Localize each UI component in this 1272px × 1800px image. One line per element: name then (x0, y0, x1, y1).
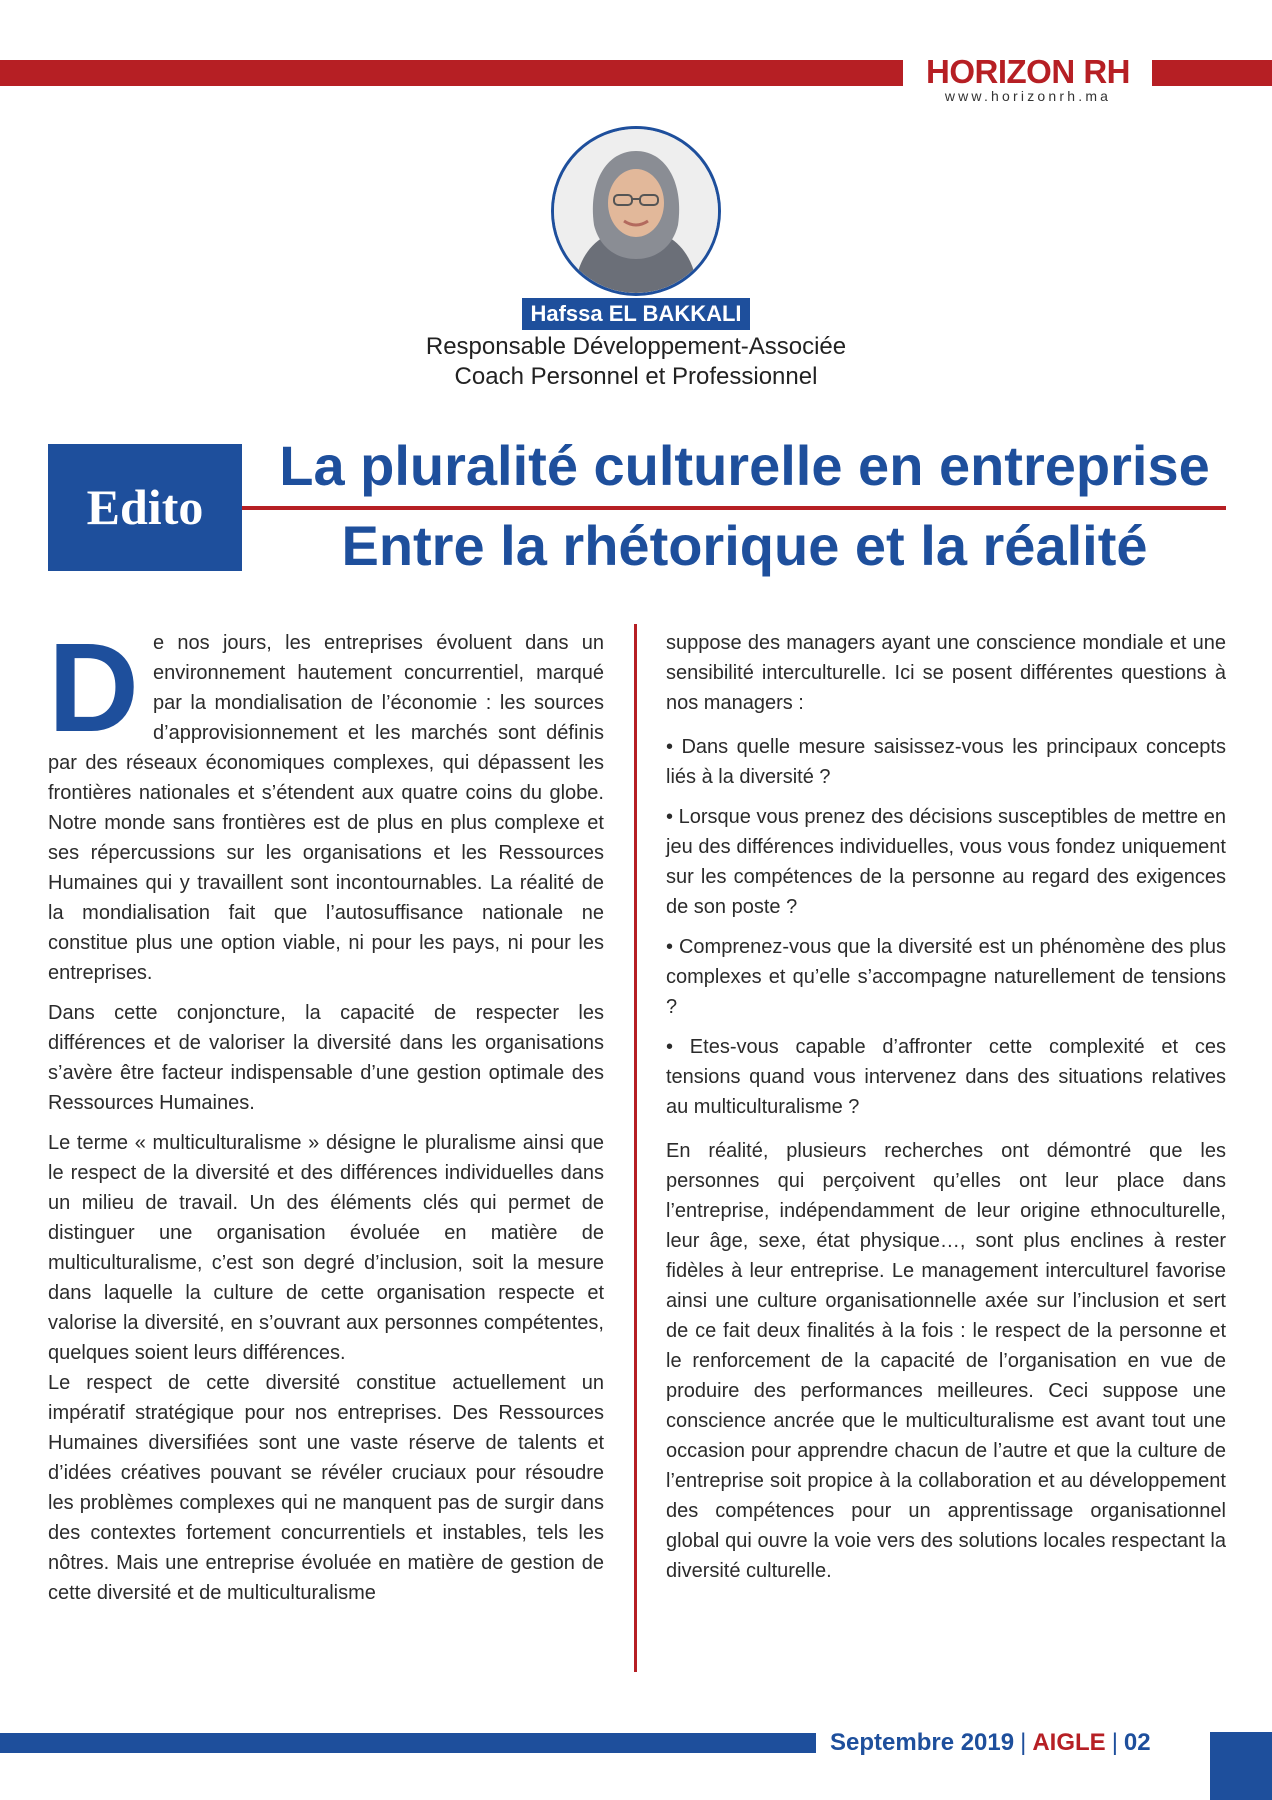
footer-corner-block (1210, 1732, 1272, 1800)
page-number: 02 (1123, 1729, 1151, 1756)
drop-cap: D (48, 617, 139, 758)
footer-info (830, 1726, 1151, 1760)
article-column-left (48, 617, 604, 1618)
issue-date: Septembre 2019 (830, 1729, 1015, 1756)
brand-logo (912, 55, 1144, 103)
header-bar-right (1152, 60, 1272, 86)
brand-url: www.horizonrh.ma (944, 88, 1112, 104)
paragraph: Dans cette conjoncture, la capacité de respecter les différences et de valoriser la diversité dans les organisations s’avère être facteur indispensable d’une gestion optimale des Ressources Humaines. (48, 1002, 604, 1114)
footer-bar (0, 1733, 816, 1753)
paragraph: En réalité, plusieurs recherches ont démontré que les personnes qui perçoivent qu’elles ont leur place dans l’entreprise, indépendamment de leur origine ethnoculturelle, leur âge, sexe, état physique…, sont plus enclines à rester fidèles à leur entreprise. Le management interculturel favorise ainsi une culture organisationnelle axée sur l’inclusion et sert de ce fait deux finalités à la fois : le respect de la personne et le renforcement de la capacité de l’organisation en vue de produire des performances meilleures. Ceci suppose une conscience ancrée que le multiculturalisme est avant tout une occasion pour apprendre chacun de l’autre et que la culture de l’entreprise soit propice à la collaboration et au développement des compétences pour un apprentissage organisationnel global qui ouvre la voie vers des solutions locales respectant la diversité culturelle. (666, 1140, 1226, 1582)
author-name: Hafssa EL BAKKALI (522, 298, 750, 330)
bullet-item: • Etes-vous capable d’affronter cette complexité et ces tensions quand vous intervenez dans des situations relatives au multiculturalisme ? (666, 1036, 1226, 1118)
author-portrait (551, 126, 721, 296)
brand-name: HORIZON RH (926, 53, 1130, 90)
bullet-item: • Lorsque vous prenez des décisions susceptibles de mettre en jeu des différences individuelles, vous vous fondez uniquement sur les compétences de la personne au regard des exigences de son poste ? (666, 806, 1226, 918)
paragraph: Le respect de cette diversité constitue actuellement un impératif stratégique pour nos entreprises. Des Ressources Humaines diversifiées sont une vaste réserve de talents et d’idées créatives pouvant se révéler cruciaux pour résoudre les problèmes complexes qui ne manquent pas de surgir dans des contextes fortement concurrentiels et instables, tels les nôtres. Mais une entreprise évoluée en matière de gestion de cette diversité et de multiculturalisme (48, 1372, 604, 1604)
title-divider (242, 506, 1226, 510)
article-column-right (666, 628, 1226, 1596)
author-role-line1: Responsable Développement-Associée (425, 333, 847, 360)
paragraph-text: e nos jours, les entreprises évoluent dans un environnement hautement concurrentiel, marqué par la mondialisation de l’économie : les sources d’approvisionnement et les marchés sont définis par des réseaux économiques complexes, qui dépassent les frontières nationales et s’étendent aux quatre coins du globe. Notre monde sans frontières est de plus en plus complexe et ses répercussions sur les organisations et les Ressources Humaines qui y travaillent sont incontournables. La réalité de la mondialisation fait que l’autosuffisance nationale ne constitue plus une option viable, ni pour les pays, ni pour les entreprises. (48, 632, 604, 984)
footer-separator: | (1111, 1729, 1118, 1756)
bullet-item: • Dans quelle mesure saisissez-vous les principaux concepts liés à la diversité ? (666, 736, 1226, 788)
person-icon (554, 129, 718, 293)
paragraph (48, 617, 604, 988)
author-role-line2: Coach Personnel et Professionnel (454, 363, 818, 390)
author-role (336, 332, 936, 392)
paragraph: Le terme « multiculturalisme » désigne le pluralisme ainsi que le respect de la diversité et des différences individuelles dans un milieu de travail. Un des éléments clés qui permet de distinguer une organisation évoluée en matière de multiculturalisme, c’est son degré d’inclusion, soit la mesure dans laquelle la culture de cette organisation respecte et valorise la diversité, en s’ouvrant aux personnes compétentes, quelques soient leurs différences. (48, 1132, 604, 1364)
paragraph: suppose des managers ayant une conscience mondiale et une sensibilité interculturelle. Ici se posent différentes questions à nos managers : (666, 632, 1226, 714)
article-subtitle: Entre la rhétorique et la réalité (341, 514, 1148, 577)
header-bar-left (0, 60, 903, 86)
footer-separator: | (1020, 1729, 1027, 1756)
magazine-name: AIGLE (1032, 1729, 1106, 1756)
bullet-item: • Comprenez-vous que la diversité est un phénomène des plus complexes et qu’elle s’accompagne naturellement de tensions ? (666, 936, 1226, 1018)
section-label: Edito (48, 444, 242, 571)
column-divider (634, 624, 637, 1672)
article-title: La pluralité culturelle en entreprise (279, 434, 1210, 497)
